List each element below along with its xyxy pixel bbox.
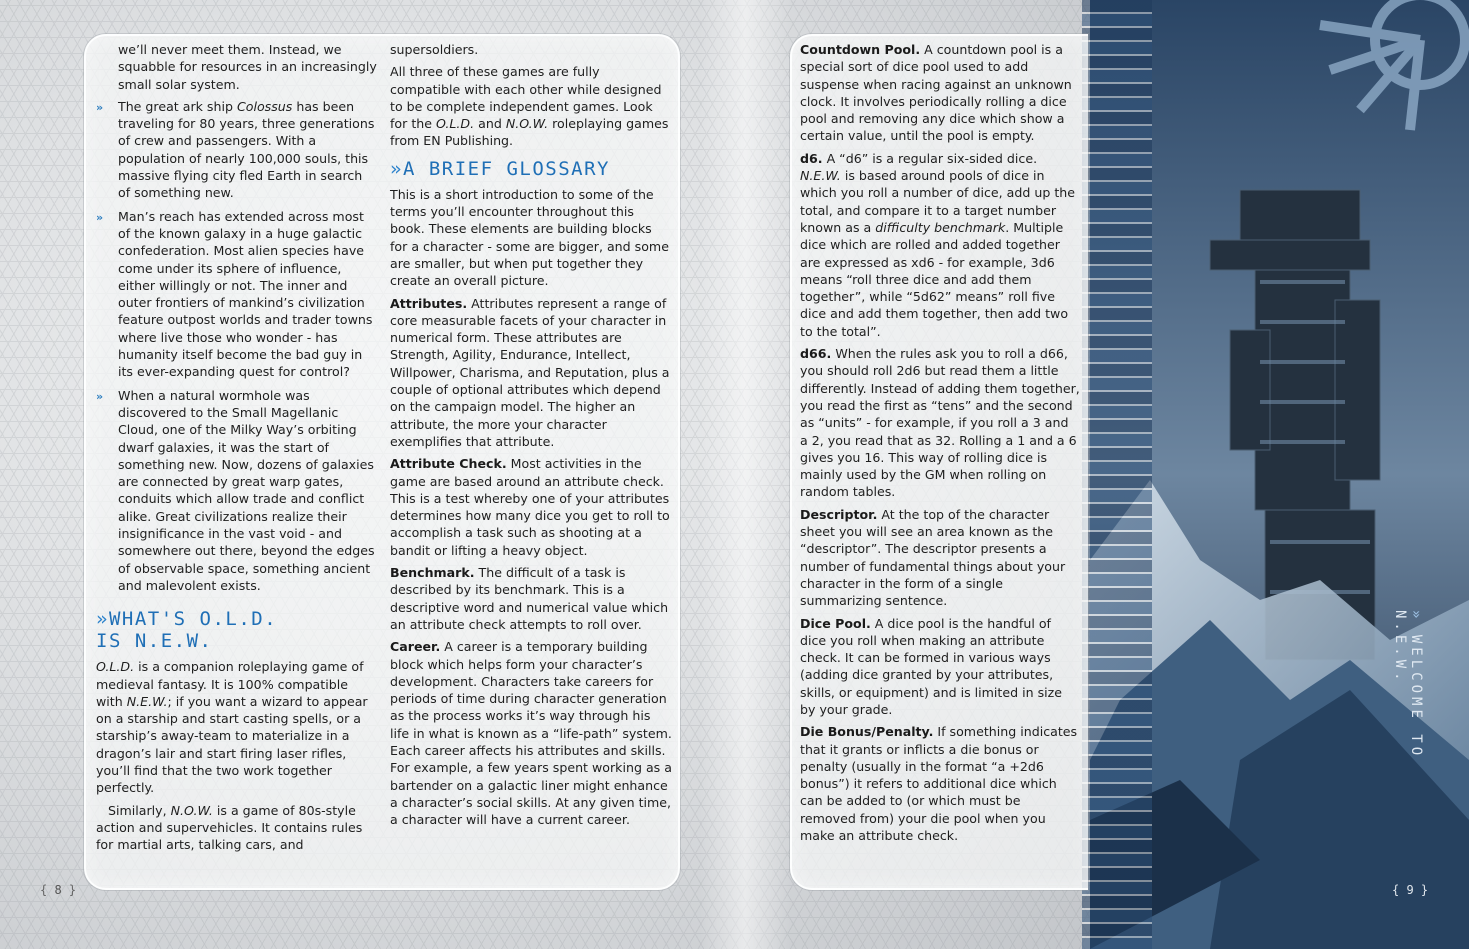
spine-arrow-icon: »	[1408, 610, 1424, 623]
glossary-entry-attribute-check: Attribute Check. Most activities in the game are based around an attribute check. This is a test whereby one of your attributes determines how many dice you get to roll to accomplish a task such as shooting at a bandit or lifting a heavy object.	[390, 456, 670, 558]
paragraph-continuation: supersoldiers.	[390, 42, 479, 57]
paragraph-compat: All three of these games are fully compatible with each other while designed to be complete independent games. Look for the O.L.D. and N.O.W. roleplaying games from EN Publishing.	[390, 64, 669, 149]
bullet-arrow-icon: »	[96, 100, 101, 114]
paragraph-now: Similarly, N.O.W. is a game of 80s-style action and supervehicles. It contains rules for martial arts, talking cars, and	[96, 802, 363, 853]
glossary-entry-attributes: Attributes. Attributes represent a range of core measurable facets of your character in numerical form. These attributes are Strength, Agility, Endurance, Intellect, Willpower, Charisma, and Reputation, plus a couple of optional attributes which depend on the campaign model. The higher an attribute, the more your character exemplifies that attribute.	[390, 295, 670, 449]
glossary-entry-d66: d66. When the rules ask you to roll a d66, you should roll 2d6 but read them a little differently. Instead of adding them together, you read the first as “tens” and the second as “units” - for example, if you roll a 3 and a 2, you read that as 32. Rolling a 1 and a 6 gives you 16. This way of rolling dice is mainly used by the GM when rolling on random tables.	[800, 346, 1080, 500]
glossary-intro: This is a short introduction to some of the terms you’ll encounter throughout this book. These elements are building blocks for a character - some are bigger, and some are smaller, but when put together they create an overall picture.	[390, 186, 669, 289]
glossary-entry-die-bonus: Die Bonus/Penalty. If something indicates that it grants or inflicts a die bonus or penalty (usually in the format “a +2d6 bonus”) it refers to additional dice which can be added to (or which must be removed from) your die pool when you make an attribute check.	[800, 724, 1078, 844]
page-number-left: { 8 }	[40, 883, 77, 897]
left-column-2	[390, 41, 672, 833]
glossary-entry-career: Career. A career is a temporary building block which helps form your character’s development. Characters take careers for periods of time during character generation as the process works it’s way through his life in what is known as a “life-path” system. Each career affects his attributes and skills. For example, a few years spent working as a bartender on a galactic liner might enhance a character’s social skills. At any given time, a character will have a current career.	[390, 639, 672, 828]
chapter-spine-label: WELCOME TO N.E.W.	[1392, 610, 1424, 760]
chapter-spine	[1392, 610, 1424, 830]
bullet-arrow-icon: »	[96, 210, 101, 224]
left-column-1	[96, 41, 378, 858]
glossary-entry-dice-pool: Dice Pool. A dice pool is the handful of dice you roll when making an attribute check. It can be formed in various ways (adding dice granted by your attributes, skills, or equipment) and is limited in size by your grade.	[800, 615, 1062, 717]
right-column	[800, 41, 1080, 849]
glossary-entry-countdown-pool: Countdown Pool. A countdown pool is a special sort of dice pool used to add suspense when racing against an unknown clock. It involves periodically rolling a dice pool and removing any dice which show a certain value, until the pool is empty.	[800, 42, 1072, 144]
section-heading-glossary: »A BRIEF GLOSSARY	[390, 157, 610, 180]
page-gutter	[700, 0, 790, 949]
bullet-list	[96, 98, 378, 594]
bullet-continuation: we’ll never meet them. Instead, we squabble for resources in an increasingly small solar system.	[118, 42, 377, 92]
bullet-arrow-icon: »	[96, 389, 101, 403]
glossary-entry-d6: d6. A “d6” is a regular six-sided dice. N.E.W. is based around pools of dice in which you roll a number of dice, add up the total, and compare it to a target number known as a difficulty benchmark. Multiple dice which are rolled and added together are expressed as xd6 - for example, 3d6 means “roll three dice and add them together”, while “5d62” means” roll five dice and add them together, then add two to the total”.	[800, 150, 1075, 339]
section-heading-whats-old: »WHAT'S O.L.D. IS N.E.W.	[96, 608, 278, 653]
hex-edge-border	[1082, 0, 1152, 949]
glossary-entry-descriptor: Descriptor. At the top of the character sheet you will see an area known as the “descriptor”. The descriptor presents a number of fundamental things about your character in the form of a single summarizing sentence.	[800, 506, 1066, 609]
paragraph-old-compat: O.L.D. is a companion roleplaying game of medieval fantasy. It is 100% compatible with N.E.W.; if you want a wizard to appear on a starship and start casting spells, or a starship’s away-team to materialize in a dragon’s lair and start firing laser rifles, you’ll find that the two work together perfectly.	[96, 659, 368, 796]
list-item: » Man’s reach has extended across most of the known galaxy in a huge galactic confederation. Most alien species have come under its sphere of influence, either willingly or not. The inner and outer frontiers of mankind’s civilization feature outpost worlds and trader towns where live those who wonder - has humanity itself become the bad guy in its ever-expanding quest for control?	[96, 208, 373, 380]
list-item: » When a natural wormhole was discovered to the Small Magellanic Cloud, one of the Milky Way’s orbiting dwarf galaxies, it was the start of something new. Now, dozens of galaxies are connected by great warp gates, conduits which allow trade and conflict alike. Great civilizations realize their insignificance in the vast void - and somewhere out there, beyond the edges of observable space, something ancient and malevolent exists.	[96, 387, 375, 593]
list-item: » The great ark ship Colossus has been traveling for 80 years, three generations of crew and passengers. With a population of nearly 100,000 souls, this massive flying city fled Earth in search of something new.	[96, 98, 375, 201]
page-number-right: { 9 }	[1392, 883, 1429, 897]
glossary-entry-benchmark: Benchmark. The difficult of a task is described by its benchmark. This is a descriptive word and numerical value which an attribute check attempts to roll over.	[390, 565, 669, 632]
